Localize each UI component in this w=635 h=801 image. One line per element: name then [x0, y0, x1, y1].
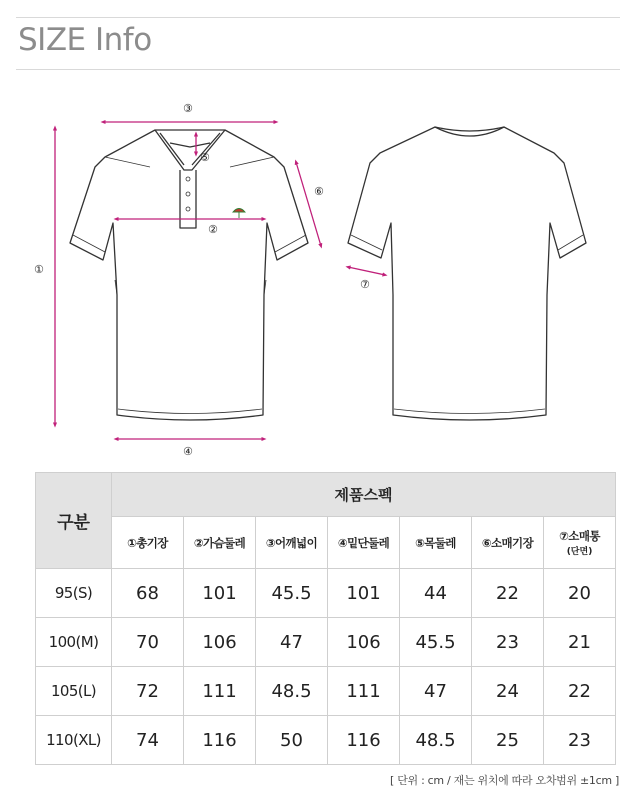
table-cell: 47	[400, 667, 472, 716]
table-cell: 111	[184, 667, 256, 716]
label-hem-width: ④	[183, 445, 193, 458]
table-cell: 45.5	[256, 569, 328, 618]
table-cell: 101	[184, 569, 256, 618]
table-cell: 22	[544, 667, 616, 716]
column-header	[544, 517, 616, 569]
table-cell: 44	[400, 569, 472, 618]
table-cell: 74	[112, 716, 184, 765]
table-row	[36, 716, 616, 765]
table-cell: 116	[184, 716, 256, 765]
table-cell: 47	[256, 618, 328, 667]
table-cell: 72	[112, 667, 184, 716]
table-row	[36, 569, 616, 618]
table-cell: 23	[472, 618, 544, 667]
size-diagram	[0, 95, 635, 465]
back-shirt-body	[348, 127, 586, 420]
table-cell: 25	[472, 716, 544, 765]
label-sleeve-opening: ⑦	[360, 278, 370, 291]
label-sleeve-length: ⑥	[314, 185, 324, 198]
front-shirt	[70, 130, 308, 420]
unit-footnote: [ 단위 : cm / 재는 위치에 따라 오차범위 ±1cm ]	[390, 774, 619, 787]
column-header: ⑥소매기장	[472, 517, 544, 569]
table-cell: 68	[112, 569, 184, 618]
back-shirt	[348, 127, 586, 420]
table-cell: 22	[472, 569, 544, 618]
page-title: SIZE Info	[18, 22, 152, 58]
size-label: 105(L)	[36, 667, 112, 716]
size-spec-table	[35, 472, 616, 765]
column-header-sub: (단면)	[566, 547, 593, 557]
table-cell: 111	[328, 667, 400, 716]
size-label: 95(S)	[36, 569, 112, 618]
column-header: ⑤목둘레	[400, 517, 472, 569]
label-shoulder-width: ③	[183, 102, 193, 115]
table-cell: 24	[472, 667, 544, 716]
table-cell: 101	[328, 569, 400, 618]
table-cell: 21	[544, 618, 616, 667]
title-divider	[16, 69, 620, 70]
column-header: ①총기장	[112, 517, 184, 569]
table-cell: 116	[328, 716, 400, 765]
table-cell: 20	[544, 569, 616, 618]
table-corner-header: 구분	[36, 473, 112, 569]
table-cell: 106	[184, 618, 256, 667]
column-header-main: ⑦소매통	[559, 529, 600, 543]
table-row	[36, 618, 616, 667]
sleeve-opening-line	[348, 267, 385, 275]
table-cell: 45.5	[400, 618, 472, 667]
label-chest-width: ②	[208, 223, 218, 236]
size-label: 110(XL)	[36, 716, 112, 765]
table-cell: 106	[328, 618, 400, 667]
table-cell: 70	[112, 618, 184, 667]
label-total-length: ①	[34, 263, 44, 276]
table-group-header: 제품스펙	[112, 473, 616, 517]
column-header: ③어깨넓이	[256, 517, 328, 569]
label-neck: ⑤	[200, 151, 210, 164]
size-label: 100(M)	[36, 618, 112, 667]
column-header: ④밑단둘레	[328, 517, 400, 569]
front-shirt-body	[70, 130, 308, 420]
table-cell: 50	[256, 716, 328, 765]
table-cell: 23	[544, 716, 616, 765]
table-cell: 48.5	[256, 667, 328, 716]
table-cell: 48.5	[400, 716, 472, 765]
top-divider	[16, 17, 620, 18]
table-row	[36, 667, 616, 716]
column-header: ②가슴둘레	[184, 517, 256, 569]
